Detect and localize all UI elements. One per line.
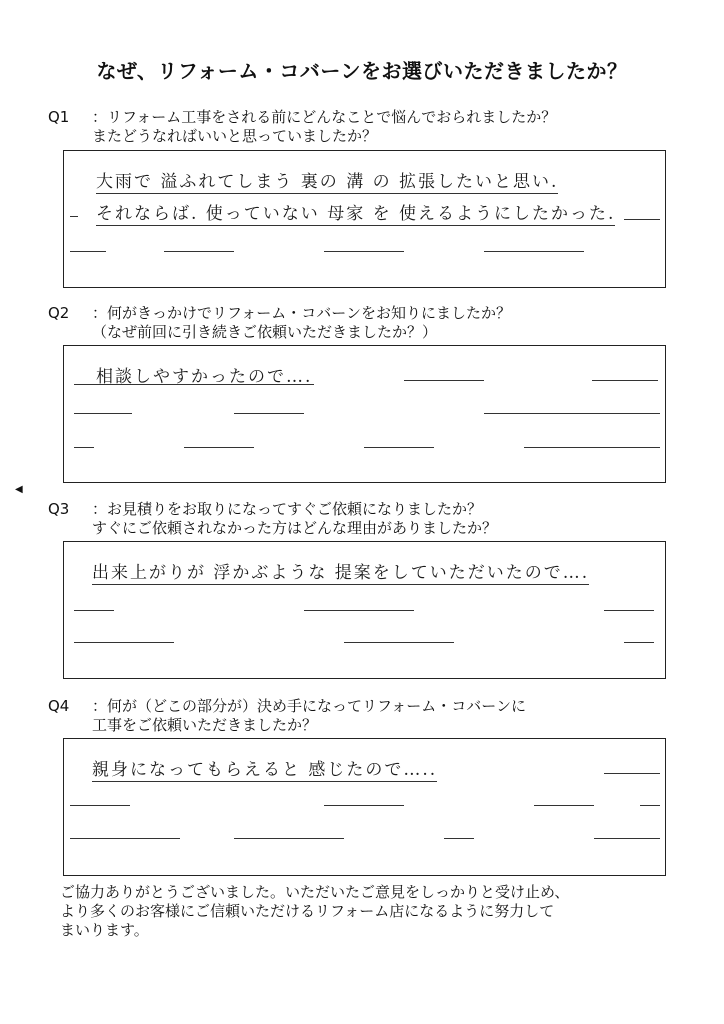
answer-line <box>484 413 660 414</box>
answer-line <box>604 773 660 774</box>
answer-line <box>74 642 174 643</box>
answer-text: 相談しやすかったので…. <box>96 367 313 387</box>
answer-box-3[interactable] <box>63 541 666 679</box>
answer-line <box>324 251 404 252</box>
answer-line <box>524 447 660 448</box>
answer-line <box>304 610 414 611</box>
answer-text: それならば. 使っていない 母家 を 使えるようにしたかった. <box>96 199 615 226</box>
answer-line <box>444 838 474 839</box>
answer-line <box>592 380 658 381</box>
answer-box-4[interactable] <box>63 738 666 876</box>
question-4 <box>48 697 526 735</box>
question-subtext: またどうなればいいと思っていましたか？ <box>92 127 378 145</box>
answer-line <box>70 251 106 252</box>
answer-line <box>234 838 344 839</box>
question-text: ：何がきっかけでリフォーム・コバーンをお知りにましたか？ <box>92 304 511 322</box>
question-1 <box>48 108 556 146</box>
question-number: Q1 <box>48 108 70 126</box>
answer-line <box>404 380 484 381</box>
answer-line <box>74 384 314 385</box>
question-3 <box>48 500 497 538</box>
question-subtext: （なぜ前回に引き続きご依頼いただきましたか？） <box>92 323 438 341</box>
question-number: Q3 <box>48 500 70 518</box>
question-subtext: すぐにご依頼されなかった方はどんな理由がありましたか？ <box>92 519 498 537</box>
closing-line: まいります。 <box>60 921 149 939</box>
answer-text: 出来上がりが 浮かぶような 提案をしていただいたので…. <box>92 558 589 585</box>
closing-line: ご協力ありがとうございました。いただいたご意見をしっかりと受け止め、 <box>60 883 570 901</box>
page-title: なぜ、リフォーム・コバーンをお選びいただきましたか？ <box>96 59 628 83</box>
answer-line <box>70 838 180 839</box>
question-text: ：お見積りをお取りになってすぐご依頼になりましたか？ <box>92 500 483 518</box>
answer-line <box>364 447 434 448</box>
answer-box-1[interactable] <box>63 150 666 288</box>
answer-line <box>74 447 94 448</box>
answer-line <box>484 251 584 252</box>
answer-line <box>164 251 234 252</box>
answer-line <box>324 805 404 806</box>
answer-line <box>624 642 654 643</box>
answer-text: 親身になってもらえると 感じたので….. <box>92 755 437 782</box>
answer-line <box>74 610 114 611</box>
answer-text: 大雨で 溢ふれてしまう 裏の 溝 の 拡張したいと思い. <box>96 167 558 194</box>
answer-line <box>594 838 660 839</box>
answer-box-2[interactable] <box>63 345 666 483</box>
answer-line <box>74 413 132 414</box>
question-subtext: 工事をご依頼いただきましたか？ <box>92 716 318 734</box>
answer-line <box>624 219 660 220</box>
answer-line <box>534 805 594 806</box>
answer-line <box>344 642 454 643</box>
question-text: ：リフォーム工事をされる前にどんなことで悩んでおられましたか？ <box>92 108 557 126</box>
answer-line <box>70 805 130 806</box>
answer-line <box>604 610 654 611</box>
question-number: Q2 <box>48 304 70 322</box>
answer-line <box>234 413 304 414</box>
answer-line <box>184 447 254 448</box>
triangle-left-icon: ◀ <box>15 484 23 495</box>
question-2 <box>48 304 511 342</box>
question-number: Q4 <box>48 697 70 715</box>
closing-line: より多くのお客様にご信頼いただけるリフォーム店になるように努力して <box>60 902 555 920</box>
question-text: ：何が（どこの部分が）決め手になってリフォーム・コバーンに <box>92 697 526 715</box>
closing-message <box>60 883 680 940</box>
answer-line <box>70 216 78 217</box>
answer-line <box>640 805 660 806</box>
